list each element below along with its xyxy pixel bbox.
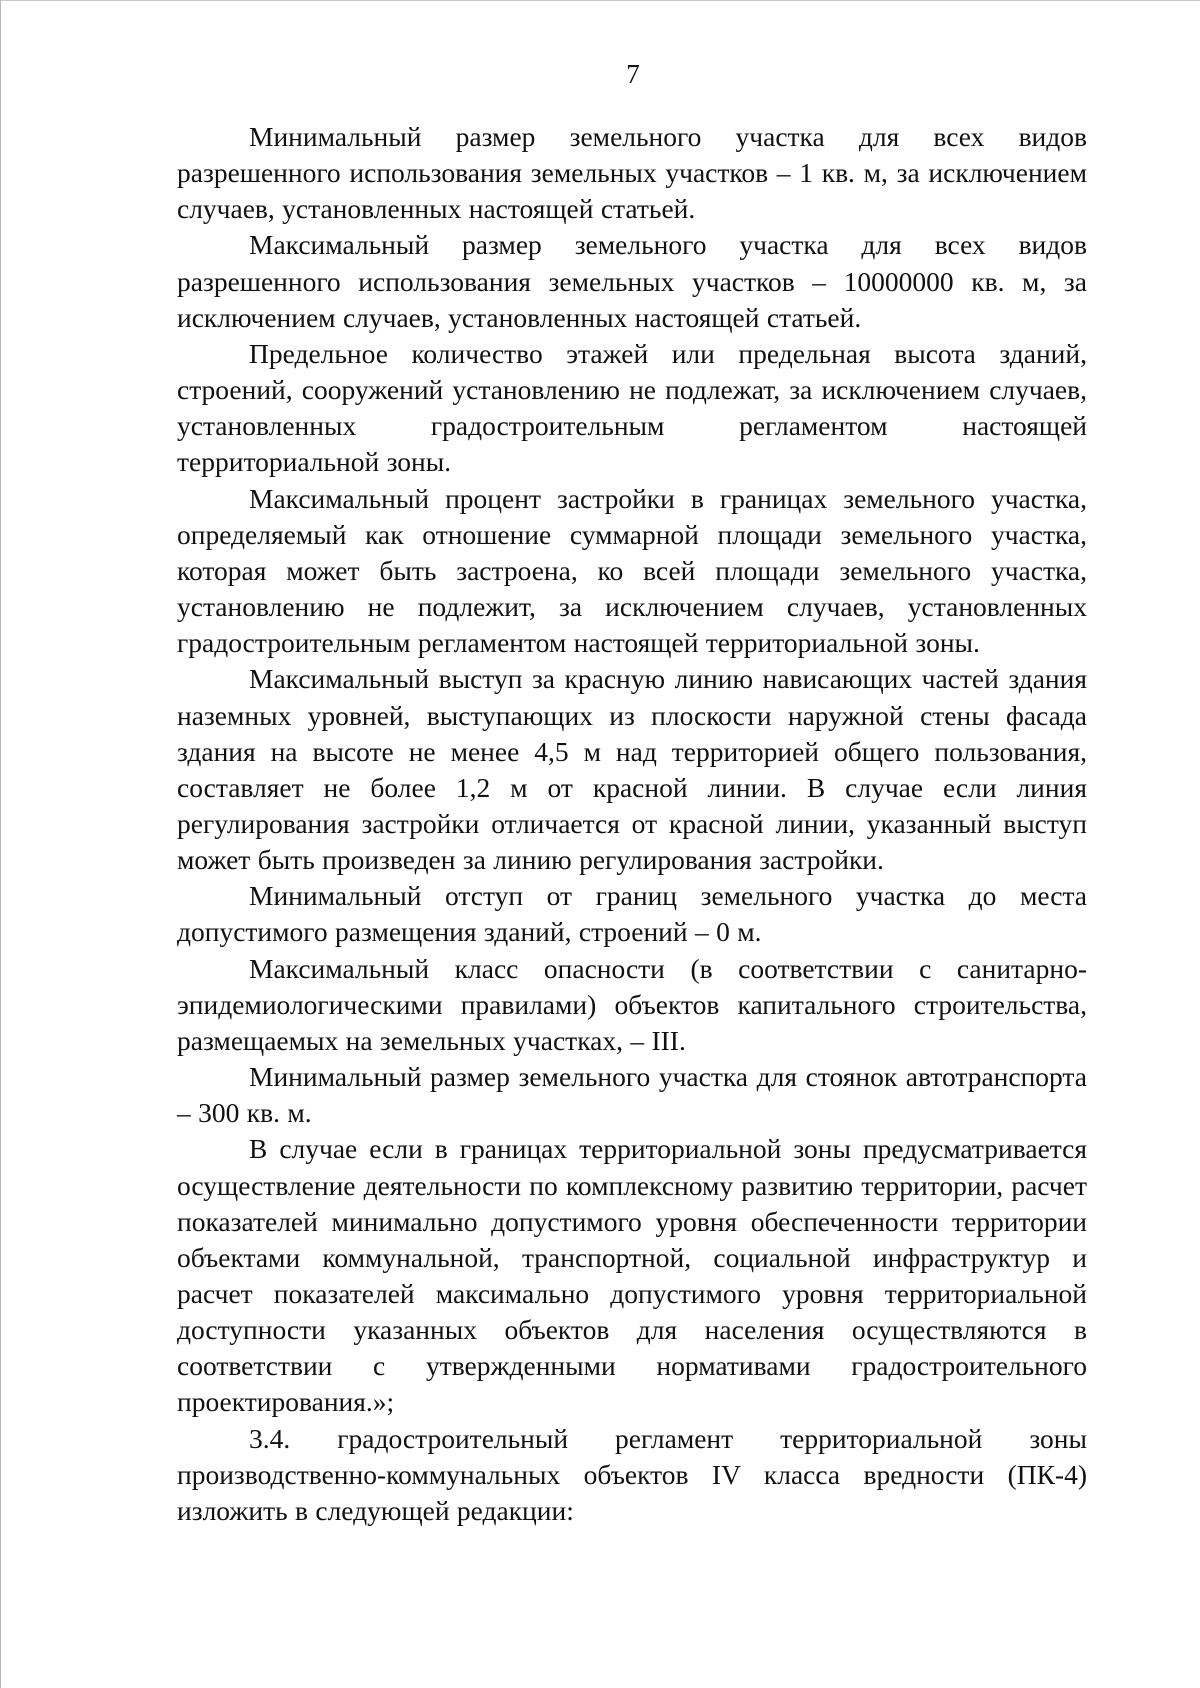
paragraph-complex-development: В случае если в границах территориальной зоны предусматривается осуществление деятельности по комплексному развитию территории, расчет показателей минимально допустимого уровня обеспеченности территории объектами коммунальной, транспортной, социальной инфраструктур и расчет показателей максимально допустимого уровня территориальной доступности указанных объектов для населения осуществляются в соответствии с утвержденными нормативами градостроительного проектирования.»; [177,1133,1087,1418]
paragraph-hazard-class: Максимальный класс опасности (в соответствии с санитарно-эпидемиологическими правилами) объектов капитального строительства, размещаемых на земельных участках, – III. [177,952,1087,1056]
paragraph-building-coverage: Максимальный процент застройки в границах земельного участка, определяемый как отношение суммарной площади земельного участка, которая может быть застроена, ко всей площади земельного участка, установлению не подлежит, за исключением случаев, установленных градостроительным регламентом настоящей территориальной зоны. [177,482,1087,659]
paragraph-red-line-projection: Максимальный выступ за красную линию нависающих частей здания наземных уровней, выступающих из плоскости наружной стены фасада здания на высоте не менее 4,5 м над территорией общего пользования, составляет не более 1,2 м от красной линии. В случае если линия регулирования застройки отличается от красной линии, указанный выступ может быть произведен за линию регулирования застройки. [177,663,1087,876]
paragraph-max-plot-size: Максимальный размер земельного участка для всех видов разрешенного использования земельных участков – 10000000 кв. м, за исключением случаев, установленных настоящей статьей. [177,229,1087,333]
page-number: 7 [626,59,640,89]
paragraph-parking-plot-size: Минимальный размер земельного участка для стоянок автотранспорта – 300 кв. м. [177,1061,1087,1129]
paragraph-setback: Минимальный отступ от границ земельного участка до места допустимого размещения зданий, строений – 0 м. [177,880,1087,948]
paragraph-regulation-pk4: 3.4. градостроительный регламент территориальной зоны производственно-коммунальных объектов IV класса вредности (ПК-4) изложить в следующей редакции: [177,1422,1087,1526]
document-body [177,119,1087,1529]
paragraph-min-plot-size: Минимальный размер земельного участка для всех видов разрешенного использования земельных участков – 1 кв. м, за исключением случаев, установленных настоящей статьей. [177,121,1087,225]
paragraph-floor-limit: Предельное количество этажей или предельная высота зданий, строений, сооружений установлению не подлежат, за исключением случаев, установленных градостроительным регламентом настоящей территориальной зоны. [177,337,1087,478]
